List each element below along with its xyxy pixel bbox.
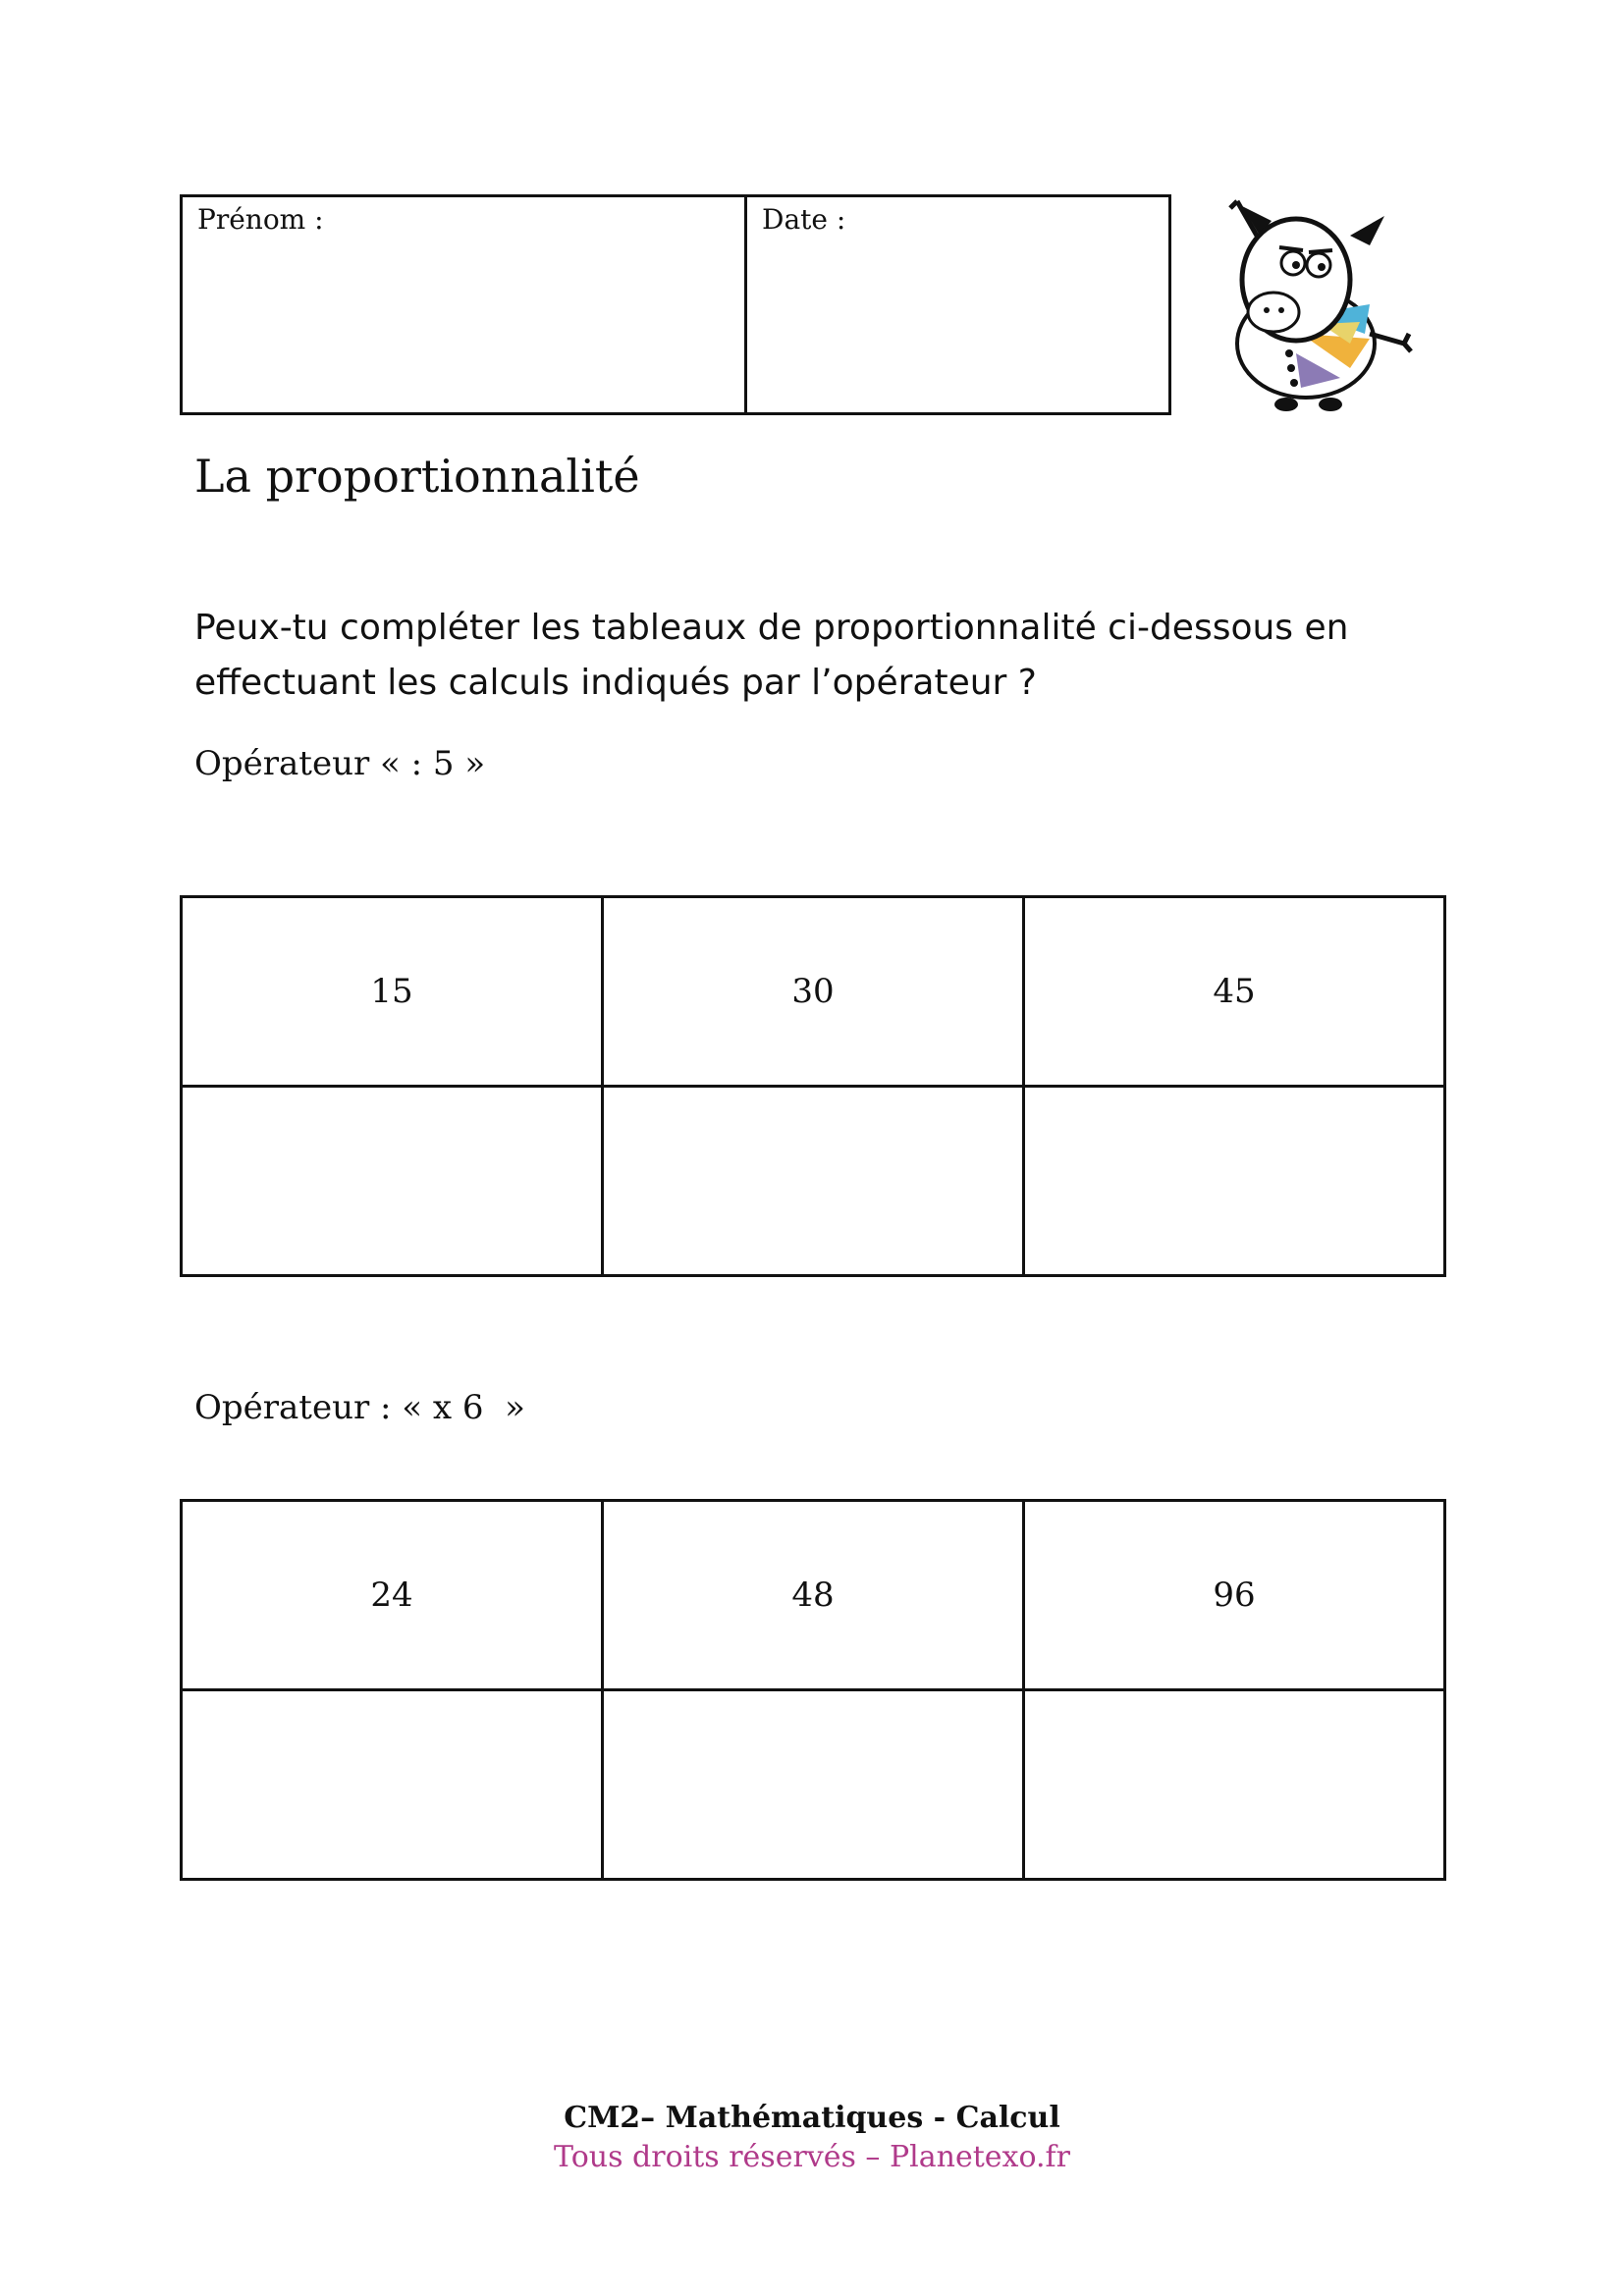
table-cell-given: 30 [603, 897, 1024, 1087]
table-row [182, 1087, 1445, 1276]
prenom-label: Prénom : [197, 203, 324, 236]
answer-cell[interactable] [182, 1087, 603, 1276]
answer-cell[interactable] [603, 1690, 1024, 1880]
table-cell-given: 45 [1024, 897, 1445, 1087]
proportion-table-2 [180, 1499, 1446, 1881]
table-row [182, 1501, 1445, 1690]
instruction-text: Peux-tu compléter les tableaux de proportionnalité ci-dessous en effectuant les calculs indiqués par l’opérateur ? [194, 608, 1349, 703]
table-row [182, 897, 1445, 1087]
page-title: La proportionnalité [194, 450, 640, 503]
sheep-mascot-icon [1203, 196, 1414, 422]
footer-rights: Tous droits réservés – Planetexo.fr [554, 2140, 1070, 2174]
answer-cell[interactable] [1024, 1690, 1445, 1880]
date-field[interactable] [747, 197, 1168, 412]
answer-cell[interactable] [182, 1690, 603, 1880]
footer-course: CM2– Mathématiques - Calcul [564, 2101, 1060, 2135]
prenom-field[interactable] [183, 197, 747, 412]
table-cell-given: 24 [182, 1501, 603, 1690]
operator-label-2: Opérateur : « x 6 » [194, 1388, 525, 1427]
proportion-table-1 [180, 895, 1446, 1277]
date-label: Date : [762, 203, 846, 236]
header-box [180, 194, 1171, 415]
operator-label-1: Opérateur « : 5 » [194, 744, 486, 783]
table-cell-given: 48 [603, 1501, 1024, 1690]
table-row [182, 1690, 1445, 1880]
answer-cell[interactable] [603, 1087, 1024, 1276]
table-cell-given: 15 [182, 897, 603, 1087]
table-cell-given: 96 [1024, 1501, 1445, 1690]
answer-cell[interactable] [1024, 1087, 1445, 1276]
